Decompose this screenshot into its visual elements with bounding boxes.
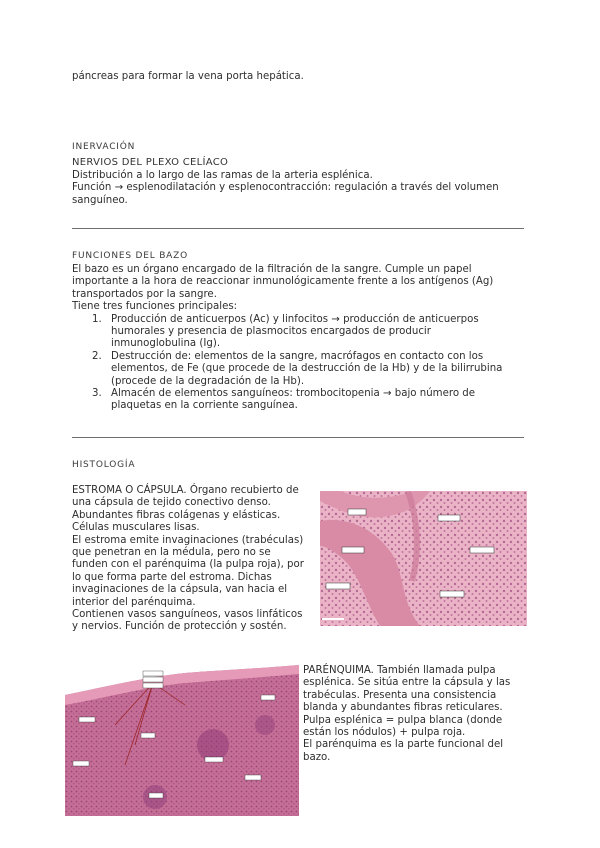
section-heading-histologia: HISTOLOGÍA [72, 460, 136, 470]
list-text: Producción de anticuerpos (Ac) y linfocitos → producción de anticuerpos humorales y presencia de plasmocitos encargados de producir inmunoglobulina (Ig). [111, 313, 479, 350]
list-item [92, 351, 504, 388]
estroma-title: ESTROMA O CÁPSULA. [72, 485, 187, 496]
parenchyma-micrograph-svg [65, 665, 299, 816]
funciones-list [92, 314, 504, 413]
inervacion-body [72, 170, 522, 207]
inervacion-line: Función → esplenodilatación y esplenocontracción: regulación a través del volumen sanguíneo. [72, 182, 499, 206]
estroma-paragraph: El estroma emite invaginaciones (trabéculas) que penetran en la médula, pero no se funden con el parénquima (la pulpa roja), por lo que forma parte del estroma. Dichas invaginaciones de la cápsula, van hacia el interior del parénquima. [72, 534, 304, 608]
parenquima-body [303, 665, 527, 764]
funciones-intro: El bazo es un órgano encargado de la filtración de la sangre. Cumple un papel importante a la hora de reaccionar inmunológicamente frente a los antígenos (Ag) transportados por la sangre. [72, 264, 494, 300]
section-heading-inervacion: INERVACIÓN [72, 142, 136, 152]
list-item [92, 314, 504, 351]
estroma-paragraph [72, 485, 304, 510]
parenchyma-micrograph-image [65, 665, 299, 816]
parenquima-title: PARÉNQUIMA. [303, 665, 374, 676]
list-text: Destrucción de: elementos de la sangre, macrófagos en contacto con los elementos, de Fe (que procede de la destrucción de la Hb) y de la bilirrubina (procede de la degradación de la Hb). [111, 350, 503, 387]
list-number: 3. [92, 388, 102, 400]
divider [72, 228, 524, 229]
estroma-paragraph: Células musculares lisas. [72, 522, 200, 534]
capsule-micrograph-svg [320, 491, 527, 626]
section-heading-funciones: FUNCIONES DEL BAZO [72, 251, 188, 261]
parenquima-paragraph [303, 665, 527, 715]
estroma-body [72, 485, 304, 634]
funciones-lead: Tiene tres funciones principales: [72, 301, 238, 313]
capsule-micrograph-image [320, 491, 527, 626]
inervacion-line: Distribución a lo largo de las ramas de la arteria esplénica. [72, 170, 373, 181]
parenquima-paragraph: El parénquima es la parte funcional del bazo. [303, 739, 504, 763]
intro-fragment: páncreas para formar la vena porta hepática. [72, 71, 304, 82]
funciones-body [72, 264, 524, 413]
divider [72, 437, 524, 438]
list-number: 1. [92, 313, 102, 325]
estroma-paragraph: Contienen vasos sanguíneos, vasos linfáticos y nervios. Función de protección y sostén. [72, 609, 303, 633]
list-text: Almacén de elementos sanguíneos: trombocitopenia → bajo número de plaquetas en la corriente sanguínea. [111, 388, 476, 412]
estroma-text: Órgano recubierto de una cápsula de tejido conectivo denso. [72, 485, 299, 509]
estroma-paragraph: Abundantes fibras colágenas y elásticas. [72, 509, 281, 521]
parenquima-paragraph: Pulpa esplénica = pulpa blanca (donde están los nódulos) + pulpa roja. [303, 714, 503, 739]
list-number: 2. [92, 350, 102, 362]
list-item [92, 388, 504, 413]
subheading-plexo-celiaco: NERVIOS DEL PLEXO CELÍACO [72, 157, 229, 168]
parenquima-text: También llamada pulpa esplénica. Se sitúa entre la cápsula y las trabéculas. Presenta una consistencia blanda y abundantes fibras reticulares. [303, 665, 511, 714]
